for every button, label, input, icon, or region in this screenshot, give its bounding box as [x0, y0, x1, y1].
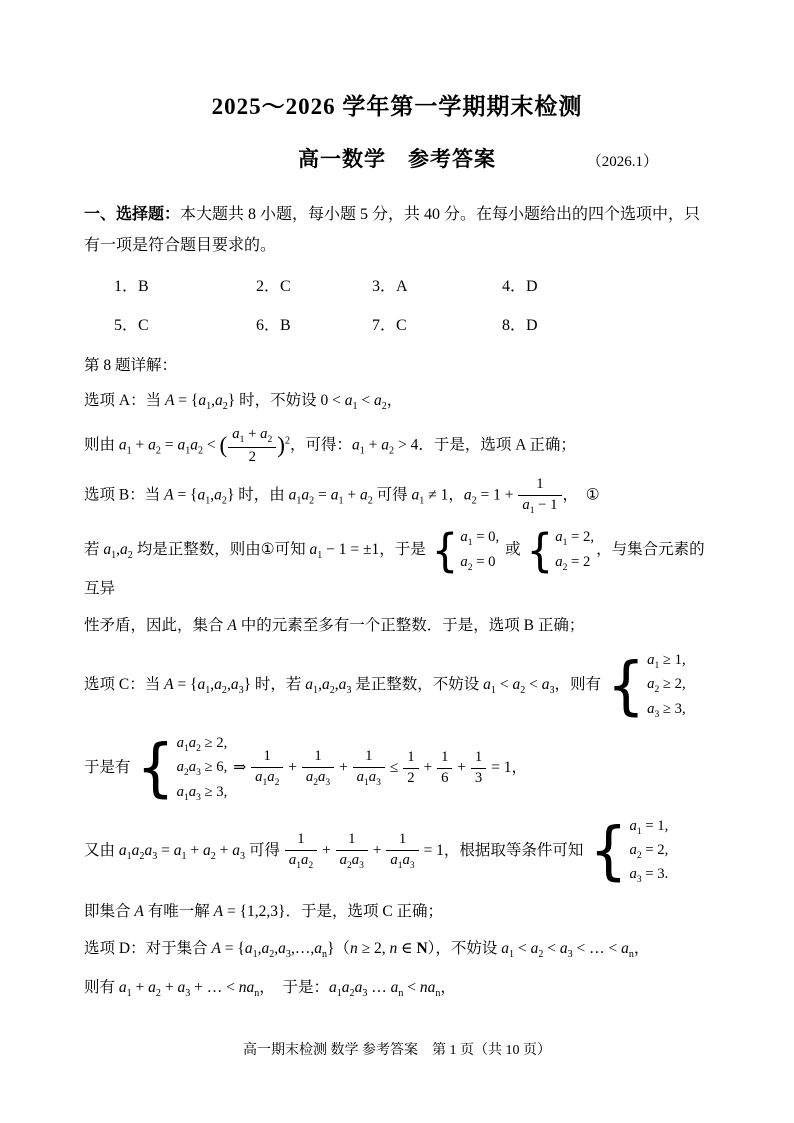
solution-line: 选项 B：当 $A = \{a_1,a_2\}$ 时，由 $a_1a_2 = a_1 + a_2$ 可得 $a_1 \ne 1$，$a_2 = 1$ + $\frac{1}{a_1 - 1}$ ， ①	[84, 476, 600, 516]
answer-letter: C	[138, 317, 149, 335]
detail-heading: 第 8 题详解：	[84, 357, 178, 375]
solution-line: 则由 $a_1 + a_2 = a_1a_2$ < ( $\frac{a_1 + a_2}{2}$ )$^2$，可得：$a_1 + a_2 > 4$．于是，选项 A 正确；	[84, 426, 576, 465]
answer-letter: D	[526, 278, 538, 296]
answer-item	[372, 273, 502, 296]
answer-grid	[84, 273, 710, 335]
answer-number: 4．	[502, 278, 527, 296]
solution-line: 即集合 A 有唯一解 A = {1,2,3}．于是，选项 C 正确；	[84, 902, 444, 920]
multiple-choice-section-heading	[84, 199, 710, 261]
answer-number: 2．	[256, 278, 281, 296]
solution-line: 又由 $a_1a_2a_3 = a_1 + a_2 + a_3$ 可得 $\frac{1}{a_1a_2}$ + $\frac{1}{a_2a_3}$ + $\frac{1}{a_1a_3}$ = 1，根据取等条件可知 { $a_1 = 1$, $a_2 = 2$, $a_3 = 3$.	[84, 814, 669, 889]
answer-number: 1．	[114, 278, 139, 296]
solution-line: 则有 $a_1 + a_2 + a_3$ + … < $na_n$， 于是：$a_1a_2a_3$ … $a_n < na_n$，	[84, 978, 456, 999]
solution-line: 选项 D：对于集合 $A = \{a_1,a_2,a_3,\dots,a_n\}(n \ge 2$, n ∈ N），不妨设 $a_1 < a_2 < a_3$ < … < $a_n$，	[84, 939, 650, 960]
answer-item	[256, 273, 372, 296]
answer-item	[372, 312, 502, 335]
solution-line: 性矛盾，因此，集合 A 中的元素至多有一个正整数．于是，选项 B 正确；	[84, 616, 585, 634]
answer-number: 5．	[114, 317, 139, 335]
answer-number: 6．	[256, 317, 281, 335]
answer-number: 8．	[502, 317, 527, 335]
answer-letter: B	[138, 278, 149, 296]
answer-item	[256, 312, 372, 335]
solution-line: 选项 C：当 $A = \{a_1,a_2,a_3\}$ 时，若 $a_1,a_2,a_3$ 是正整数，不妨设 $a_1 < a_2 < a_3$，则有 { $a_1 \ge 1$, $a_2 \ge 2$, $a_3 \ge 3$,	[84, 648, 686, 723]
answer-item	[114, 273, 256, 296]
solution-block	[84, 387, 710, 1002]
solution-line: 于是有 { $a_1a_2 \ge 2$, $a_2a_3 \ge 6$, $a_1a_3 \ge 3$, ⇒ $\frac{1}{a_1a_2}$ + $\frac{1}{a_2a_3}$ + $\frac{1}{a_1a_3}$ ≤ $\frac{1}{2}$ + $\frac{1}{6}$ + $\frac{1}{3}$ = 1，	[84, 731, 528, 806]
answer-item	[114, 312, 256, 335]
answer-item	[502, 312, 710, 335]
section-description: 本大题共 8 小题，每小题 5 分，共 40 分。在每小题给出的四个选项中，只有一项是符合题目要求的。	[84, 206, 701, 255]
solution-line: 若 $a_1,a_2$ 均是正整数，则由①可知 $a_1 - 1 = \pm 1$，于是 { $a_1 = 0$, $a_2 = 0$ 或 { $a_1 = 2$, $a_2 = 2$ ，与集合元素的互异	[84, 523, 705, 597]
answer-number: 7．	[372, 317, 397, 335]
subtitle-date: （2026.1）	[586, 154, 658, 170]
answer-letter: C	[280, 278, 291, 296]
document-subtitle: 高一数学 参考答案	[298, 147, 496, 171]
solution-line: 选项 A：当 $A = \{a_1,a_2\}$ 时，不妨设 $0 < a_1 < a_2$，	[84, 392, 403, 413]
section-label: 一、选择题：	[84, 206, 181, 223]
answer-letter: D	[526, 317, 538, 335]
answer-item	[502, 273, 710, 296]
page-footer: 高一期末检测 数学 参考答案 第 1 页（共 10 页）	[243, 1043, 551, 1058]
answer-letter: A	[396, 278, 408, 296]
answer-letter: C	[396, 317, 407, 335]
answer-letter: B	[280, 317, 291, 335]
document-title: 2025～2026 学年第一学期期末检测	[211, 94, 583, 119]
answer-number: 3．	[372, 278, 397, 296]
subtitle-row	[84, 143, 710, 173]
